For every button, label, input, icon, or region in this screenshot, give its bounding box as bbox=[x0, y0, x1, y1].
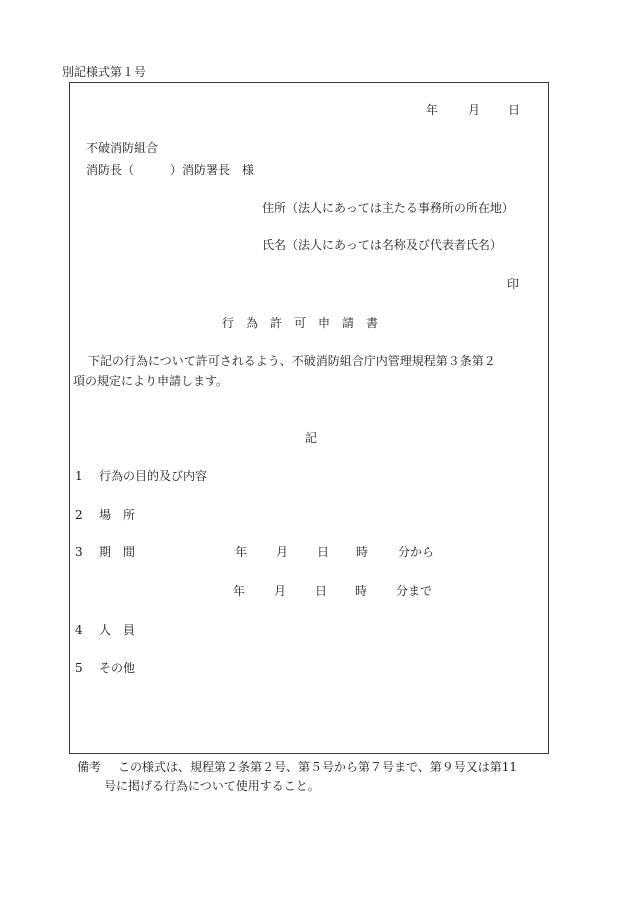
form-number: 別記様式第１号 bbox=[62, 65, 147, 79]
remarks-line-2: 号に掲げる行為について使用すること。 bbox=[104, 779, 320, 793]
item-label: 期 間 bbox=[99, 545, 136, 559]
period-from-hour: 時 bbox=[356, 545, 369, 559]
date-day-label: 日 bbox=[508, 103, 521, 117]
addressee-title: 消防長（ ）消防署長 様 bbox=[86, 163, 255, 177]
date-year-label: 年 bbox=[426, 103, 439, 117]
item-number: 5 bbox=[75, 661, 83, 675]
body-text-line-2: 項の規定により申請します。 bbox=[73, 374, 229, 388]
period-to-hour: 時 bbox=[355, 584, 368, 598]
ki-heading: 記 bbox=[305, 431, 318, 445]
period-to-year: 年 bbox=[233, 584, 246, 598]
item-number: 2 bbox=[75, 508, 83, 522]
form-frame bbox=[69, 82, 549, 754]
period-to-month: 月 bbox=[274, 584, 287, 598]
date-month-label: 月 bbox=[468, 103, 481, 117]
remarks-line-1: この様式は、規程第２条第２号、第５号から第７号まで、第９号又は第11 bbox=[118, 760, 518, 774]
item-label: 行為の目的及び内容 bbox=[99, 469, 208, 483]
body-text-line-1: 下記の行為について許可されるよう、不破消防組合庁内管理規程第３条第２ bbox=[88, 354, 496, 368]
item-number: 3 bbox=[75, 545, 83, 559]
applicant-name-label: 氏名（法人にあっては名称及び代表者氏名） bbox=[262, 238, 502, 252]
period-to-minute: 分まで bbox=[396, 584, 433, 598]
item-label: 人 員 bbox=[99, 623, 136, 637]
item-number: 1 bbox=[75, 469, 83, 483]
period-to-day: 日 bbox=[315, 584, 328, 598]
period-from-month: 月 bbox=[276, 545, 289, 559]
period-from-minute: 分から bbox=[398, 545, 435, 559]
period-from-day: 日 bbox=[317, 545, 330, 559]
remarks-label: 備考 bbox=[77, 760, 102, 774]
addressee-organization: 不破消防組合 bbox=[86, 141, 159, 155]
seal-mark: 印 bbox=[507, 277, 520, 291]
applicant-address-label: 住所（法人にあっては主たる事務所の所在地） bbox=[262, 201, 514, 215]
item-number: 4 bbox=[75, 623, 83, 637]
document-title: 行 為 許 可 申 請 書 bbox=[222, 316, 379, 330]
item-label: その他 bbox=[99, 661, 136, 675]
period-from-year: 年 bbox=[235, 545, 248, 559]
item-label: 場 所 bbox=[99, 508, 136, 522]
